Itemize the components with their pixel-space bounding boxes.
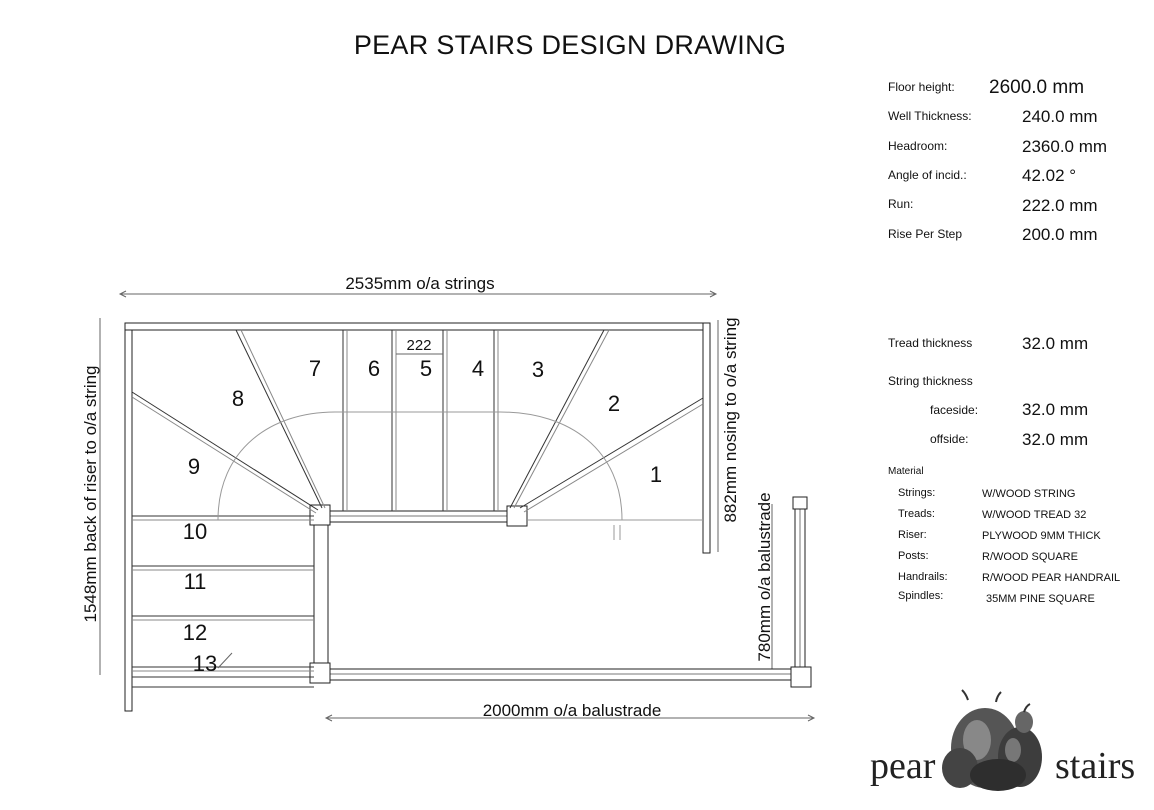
step-number-9: 9 (187, 454, 201, 479)
spec-value-well-thickness: 240.0 mm (1022, 107, 1098, 126)
dimension-right-label: 882mm nosing to o/a string (721, 317, 740, 523)
page-title: PEAR STAIRS DESIGN DRAWING (353, 30, 787, 60)
top-outer-string (125, 323, 710, 330)
dimension-left-label: 1548mm back of riser to o/a string (81, 365, 100, 623)
spec-value-run: 222.0 mm (1022, 196, 1098, 215)
logo-text-pear: pear (870, 745, 936, 787)
step-number-7: 7 (308, 356, 322, 381)
step-number-1: 1 (649, 462, 663, 487)
step-number-13: 13 (192, 651, 218, 676)
offside-label: offside: (930, 432, 969, 446)
step-number-4: 4 (471, 356, 485, 381)
faceside-label: faceside: (930, 403, 979, 417)
material-label-riser: Riser: (898, 529, 927, 541)
run-label: 222 (406, 337, 432, 354)
faceside-value: 32.0 mm (1022, 400, 1089, 419)
spec-label-headroom: Headroom: (888, 139, 948, 153)
step-number-5: 5 (419, 356, 433, 381)
left-outer-string (125, 323, 132, 711)
offside-value: 32.0 mm (1022, 430, 1089, 449)
spec-value-headroom: 2360.0 mm (1022, 137, 1108, 156)
spec-value-floor-height: 2600.0 mm (989, 77, 1085, 98)
newel-post-left (310, 505, 330, 525)
winder-line (510, 330, 604, 508)
step-number-11: 11 (183, 569, 207, 594)
material-label-treads: Treads: (898, 508, 935, 520)
step-number-8: 8 (231, 386, 245, 411)
logo-text-stairs: stairs (1055, 745, 1136, 787)
material-heading: Material (888, 466, 924, 477)
pear-logo-graphic (942, 690, 1042, 791)
spec-label-angle: Angle of incid.: (888, 168, 967, 182)
dimension-balustrade-right-label: 780mm o/a balustrade (755, 492, 774, 662)
spec-label-floor-height: Floor height: (888, 80, 955, 94)
step-number-12: 12 (182, 620, 208, 645)
material-label-strings: Strings: (898, 487, 936, 499)
inner-string-vertical (314, 517, 328, 677)
spec-label-well-thickness: Well Thickness: (888, 109, 972, 123)
material-label-posts: Posts: (898, 550, 929, 562)
spec-label-run: Run: (888, 197, 914, 211)
tread-thickness-label: Tread thickness (888, 336, 973, 350)
material-value-strings: W/WOOD STRING (982, 488, 1076, 500)
step-number-3: 3 (531, 357, 545, 382)
newel-post-right-top (793, 497, 807, 509)
spec-value-rise: 200.0 mm (1022, 225, 1098, 244)
material-value-posts: R/WOOD SQUARE (982, 551, 1078, 563)
step-number-2: 2 (607, 391, 621, 416)
step-number-6: 6 (367, 356, 381, 381)
winder-line (132, 392, 318, 510)
material-value-spindles: 35MM PINE SQUARE (986, 593, 1095, 605)
dimension-top-label: 2535mm o/a strings (345, 274, 495, 293)
string-thickness-label: String thickness (888, 374, 973, 388)
right-outer-string (703, 323, 710, 553)
material-label-spindles: Spindles: (898, 590, 944, 602)
material-value-handrails: R/WOOD PEAR HANDRAIL (982, 572, 1121, 584)
tread-thickness-value: 32.0 mm (1022, 334, 1089, 353)
newel-post-right-bottom (791, 667, 811, 687)
newel-post-bottom (310, 663, 330, 683)
walk-line (218, 412, 622, 520)
material-value-treads: W/WOOD TREAD 32 (982, 509, 1087, 521)
spec-value-angle: 42.02 ° (1022, 166, 1077, 185)
material-label-handrails: Handrails: (898, 571, 948, 583)
spec-label-rise: Rise Per Step (888, 227, 963, 241)
dimension-bottom-label: 2000mm o/a balustrade (482, 701, 662, 720)
newel-post-middle (507, 506, 527, 526)
step-number-10: 10 (182, 519, 208, 544)
material-value-riser: PLYWOOD 9MM THICK (982, 530, 1101, 542)
